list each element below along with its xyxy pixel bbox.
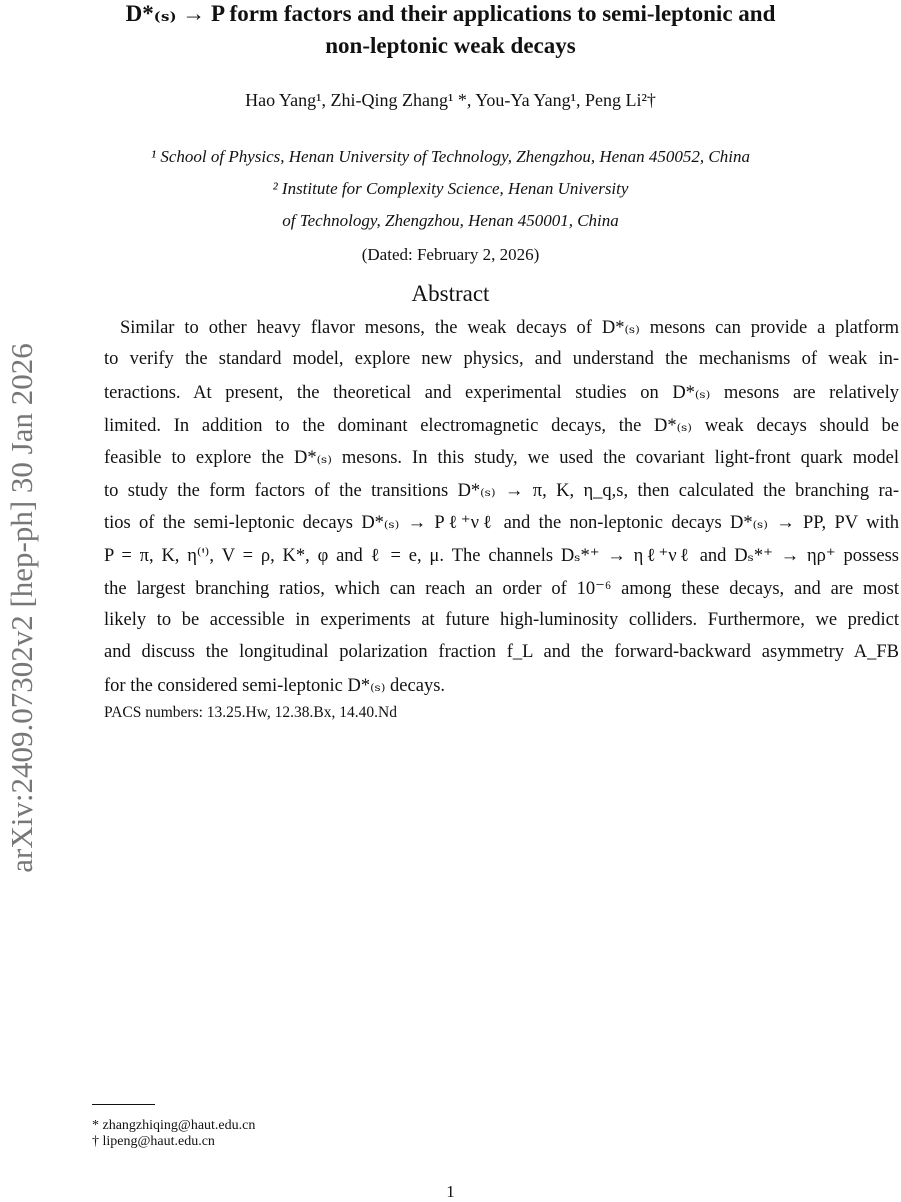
abstract-line: tios of the semi-leptonic decays D*₍ₛ₎ → Pℓ⁺νℓ and the non-leptonic decays D*₍ₛ₎ → PP, PV with [104, 513, 899, 533]
affiliation-1: ¹ School of Physics, Henan University of Technology, Zhengzhou, Henan 450052, China [151, 147, 750, 166]
title-line-1: D*₍ₛ₎ → P form factors and their applications to semi-leptonic and [125, 1, 776, 26]
abstract-line: likely to be accessible in experiments at future high-luminosity colliders. Furthermore, we predict [104, 610, 899, 630]
footnote-rule [92, 1104, 155, 1105]
abstract-line: Similar to other heavy flavor mesons, the weak decays of D*₍ₛ₎ mesons can provide a platform [120, 318, 899, 338]
affiliation-2-cont: of Technology, Zhengzhou, Henan 450001, China [282, 211, 619, 230]
footnote-email-1: * zhangzhiqing@haut.edu.cn [92, 1118, 256, 1133]
abstract-line: to verify the standard model, explore new physics, and understand the mechanisms of weak in- [104, 349, 899, 369]
arxiv-stamp: arXiv:2409.07302v2 [hep-ph] 30 Jan 2026 [4, 343, 39, 873]
dated: (Dated: February 2, 2026) [361, 245, 540, 264]
abstract-line: and discuss the longitudinal polarization fraction f_L and the forward-backward asymmetry A_FB [104, 642, 899, 662]
abstract-line: teractions. At present, the theoretical and experimental studies on D*₍ₛ₎ mesons are relatively [104, 383, 899, 403]
affiliation-2: ² Institute for Complexity Science, Henan University [272, 179, 629, 198]
page-number: 1 [446, 1182, 455, 1201]
abstract-line: to study the form factors of the transitions D*₍ₛ₎ → π, K, η_q,s, then calculated the branching ra- [104, 481, 899, 501]
abstract-line: feasible to explore the D*₍ₛ₎ mesons. In this study, we used the covariant light-front quark model [104, 448, 899, 468]
authors: Hao Yang¹, Zhi-Qing Zhang¹ *, You-Ya Yang¹, Peng Li²† [245, 90, 656, 110]
pacs-numbers: PACS numbers: 13.25.Hw, 12.38.Bx, 14.40.Nd [104, 704, 397, 721]
abstract-heading: Abstract [411, 281, 490, 306]
abstract-line: limited. In addition to the dominant electromagnetic decays, the D*₍ₛ₎ weak decays should be [104, 416, 899, 436]
abstract-line: for the considered semi-leptonic D*₍ₛ₎ decays. [104, 676, 446, 696]
footnote-email-2: † lipeng@haut.edu.cn [92, 1134, 215, 1149]
title-line-2: non-leptonic weak decays [325, 33, 576, 58]
abstract-line: the largest branching ratios, which can reach an order of 10⁻⁶ among these decays, and are most [104, 579, 899, 599]
abstract-line: P = π, K, η⁽'⁾, V = ρ, K*, φ and ℓ = e, μ. The channels Dₛ*⁺ → ηℓ⁺νℓ and Dₛ*⁺ → ηρ⁺ possess [104, 546, 899, 566]
